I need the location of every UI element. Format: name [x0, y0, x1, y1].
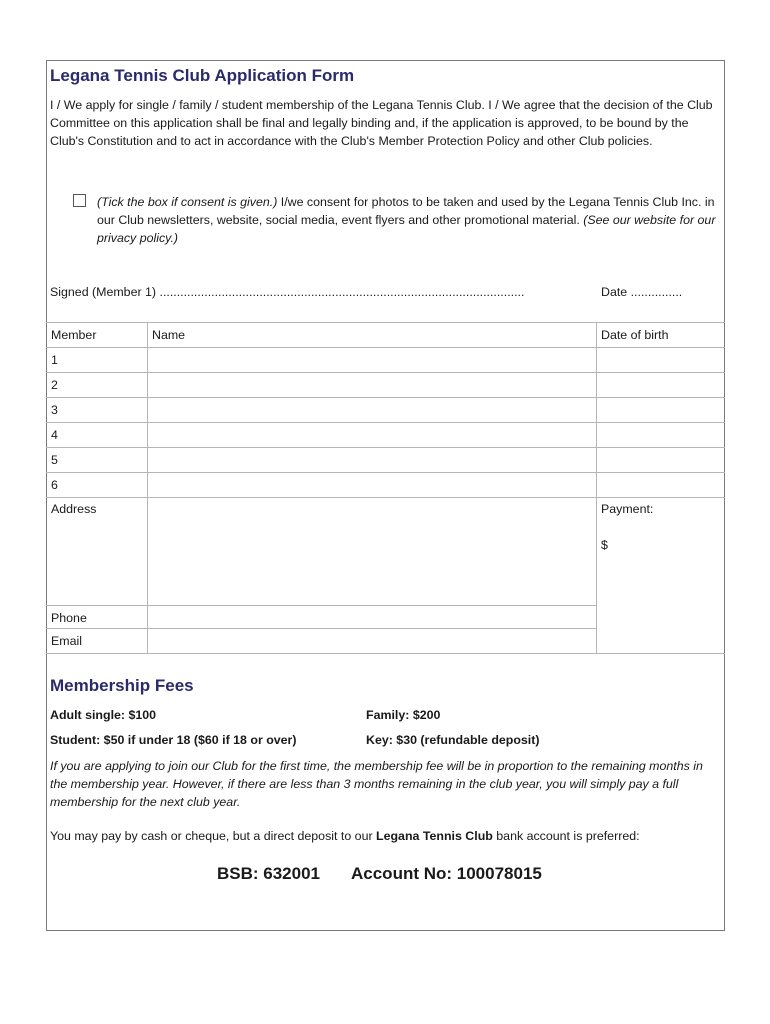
intro-paragraph: I / We apply for single / family / student membership of the Legana Tennis Club. I / We agree that the decision of the Club Committee on this application shall be final and legally binding and, if the application is approved, to be bound by the Club's Constitution and to act in accordance with the Club's Member Protection Policy and other Club policies. [50, 98, 713, 148]
tick-note: (Tick the box if consent is given.) [97, 195, 278, 209]
date-label: Date ............... [601, 285, 683, 299]
consent-text [97, 193, 721, 247]
table-bottom-border [46, 653, 725, 654]
phone-field[interactable] [148, 606, 596, 628]
name-field-4[interactable] [148, 423, 596, 447]
name-field-6[interactable] [148, 473, 596, 497]
club-name-bold: Legana Tennis Club [376, 829, 493, 843]
payment-amount-field[interactable] [612, 534, 722, 556]
account-number: Account No: 100078015 [351, 864, 542, 883]
payment-label: Payment: [601, 502, 654, 516]
member-number: 3 [51, 403, 58, 417]
fee-adult-single: Adult single: $100 [50, 708, 157, 722]
pay-prefix: You may pay by cash or cheque, but a direct deposit to our [50, 829, 377, 843]
member-number: 5 [51, 453, 58, 467]
member-number: 6 [51, 478, 58, 492]
pro-rata-note: If you are applying to join our Club for the first time, the membership fee will be in proportion to the remaining months in the membership year. However, if there are less than 3 months remaining in the club year, you will simply pay a full membership for the next club year. [50, 759, 703, 809]
fees-title: Membership Fees [50, 676, 194, 695]
consent-body: I/we consent for photos to be taken and used by the Legana Tennis Club Inc. in our Club newsletters, website, social media, event flyers and other promotional material. [97, 195, 715, 227]
pay-suffix: bank account is preferred: [492, 829, 640, 843]
dob-field-3[interactable] [597, 398, 725, 422]
address-label: Address [51, 502, 97, 516]
phone-label: Phone [51, 611, 87, 625]
name-field-2[interactable] [148, 373, 596, 397]
name-field-5[interactable] [148, 448, 596, 472]
dob-field-6[interactable] [597, 473, 725, 497]
fee-key: Key: $30 (refundable deposit) [366, 733, 540, 747]
fee-family: Family: $200 [366, 708, 441, 722]
header-member: Member [51, 328, 97, 342]
dob-field-2[interactable] [597, 373, 725, 397]
email-field[interactable] [148, 629, 596, 653]
dob-field-4[interactable] [597, 423, 725, 447]
bsb-number: BSB: 632001 [217, 864, 321, 883]
payment-instructions [50, 829, 718, 843]
signature-line[interactable] [50, 285, 718, 299]
member-number: 1 [51, 353, 58, 367]
name-field-1[interactable] [148, 348, 596, 372]
name-field-3[interactable] [148, 398, 596, 422]
address-field[interactable] [148, 498, 596, 605]
form-title: Legana Tennis Club Application Form [50, 66, 355, 85]
signed-label: Signed (Member 1) .......................................................................................................... [50, 285, 525, 299]
payment-currency: $ [601, 538, 608, 552]
dob-field-5[interactable] [597, 448, 725, 472]
header-dob: Date of birth [601, 328, 669, 342]
privacy-note: (See our website for our privacy policy.) [97, 213, 716, 245]
consent-checkbox[interactable] [73, 194, 86, 207]
fee-student: Student: $50 if under 18 ($60 if 18 or over) [50, 733, 297, 747]
email-label: Email [51, 634, 82, 648]
member-number: 4 [51, 428, 58, 442]
dob-field-1[interactable] [597, 348, 725, 372]
member-number: 2 [51, 378, 58, 392]
header-name: Name [152, 328, 186, 342]
